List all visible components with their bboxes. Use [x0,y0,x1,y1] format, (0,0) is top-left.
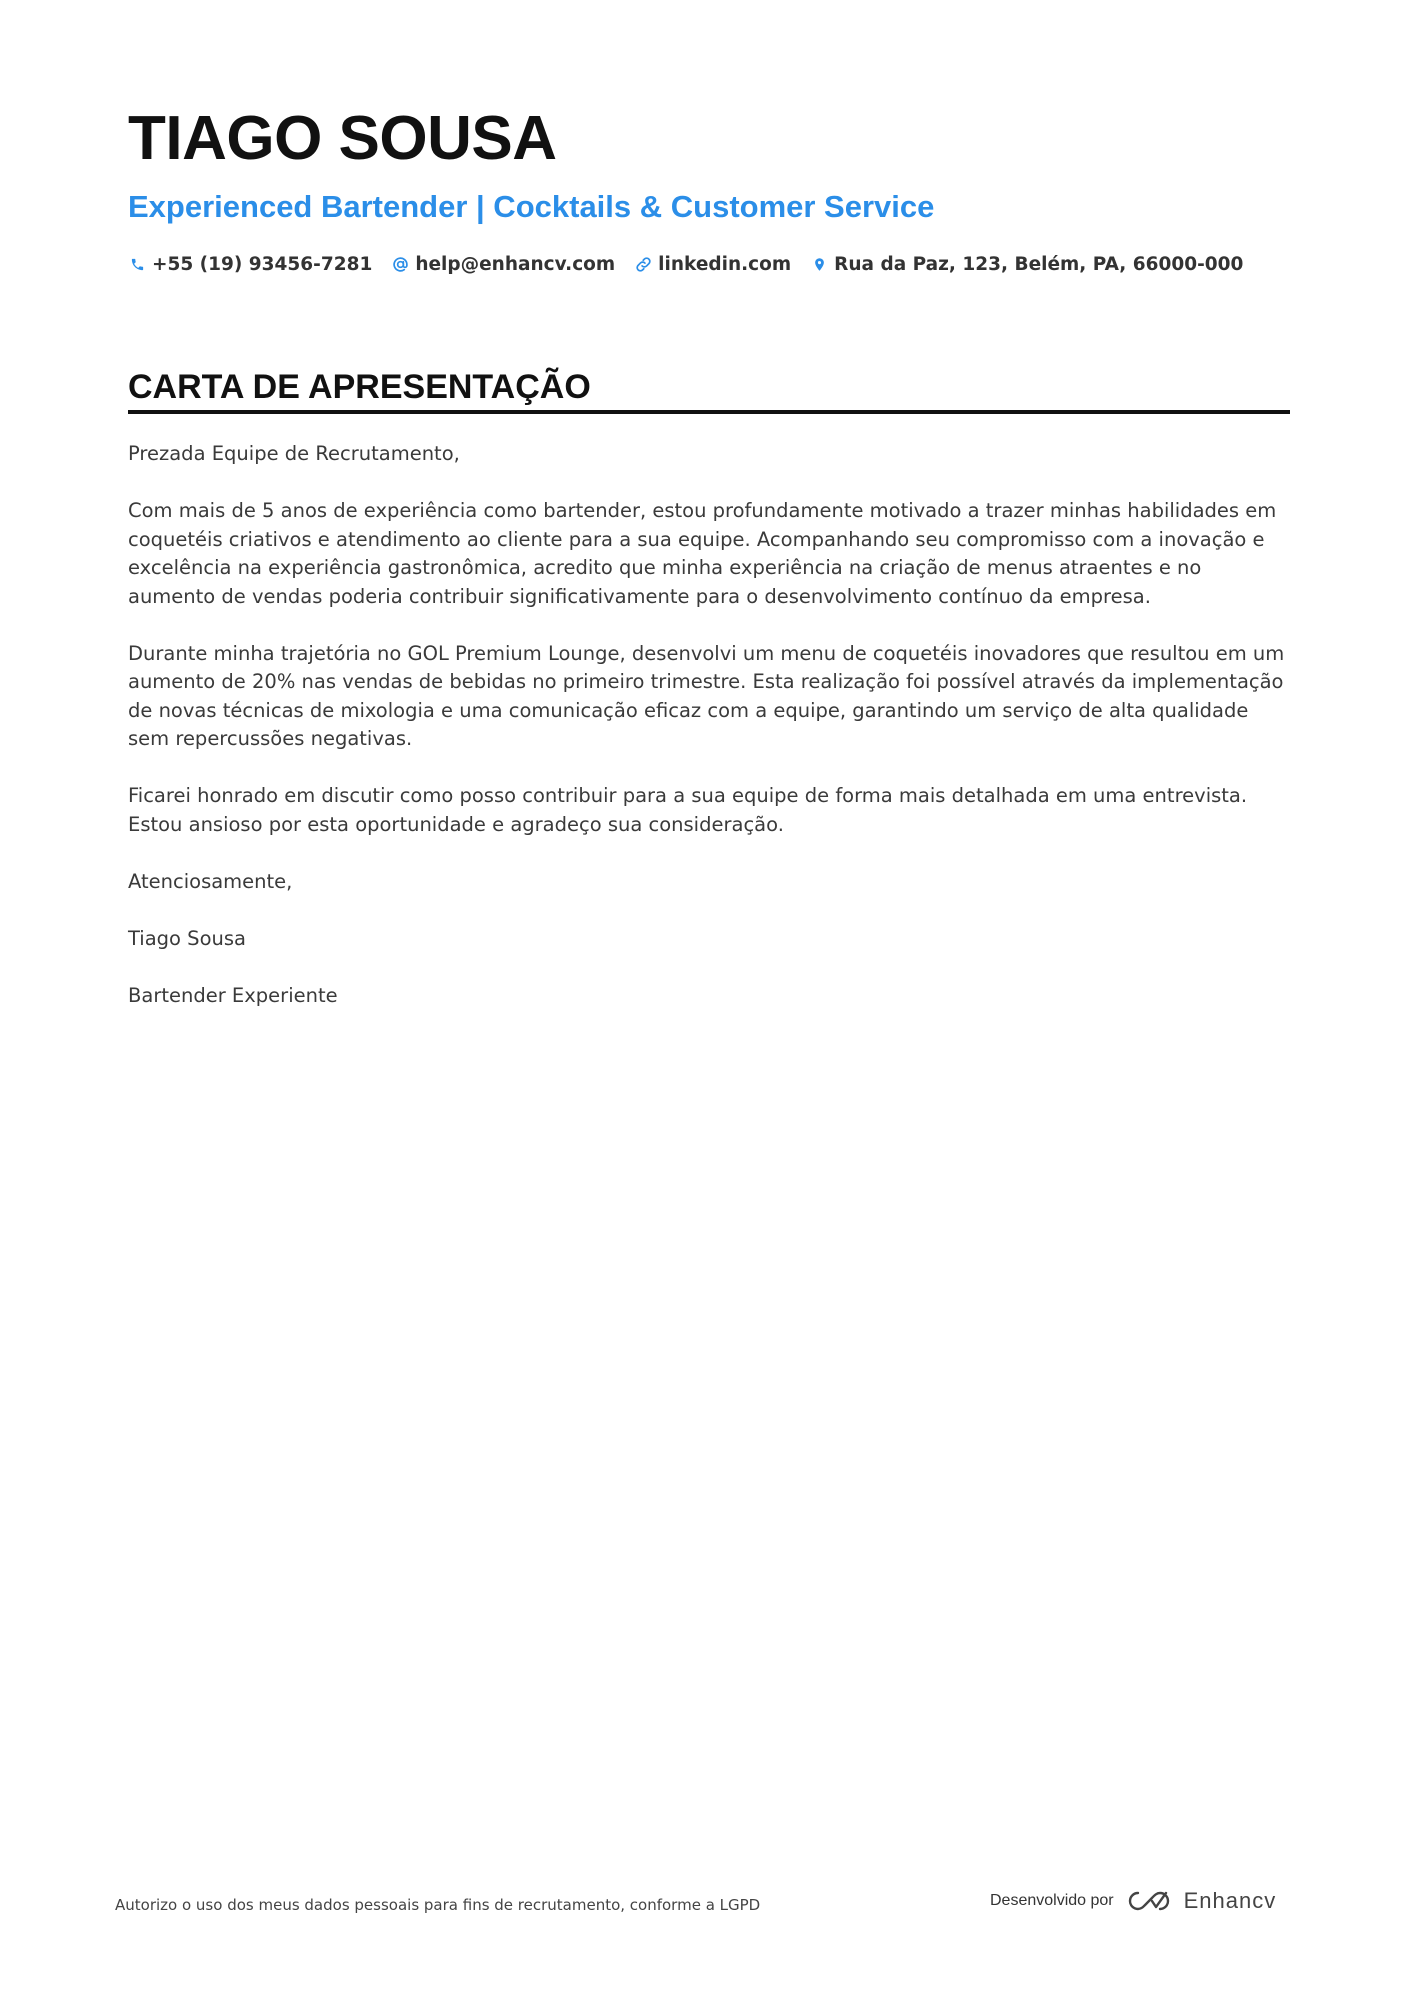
enhancv-brand: Enhancv [1183,1888,1277,1913]
contact-linkedin-text: linkedin.com [658,254,792,275]
enhancv-logo-icon [1126,1889,1172,1913]
section-title: CARTA DE APRESENTAÇÃO [128,368,591,406]
letter-paragraph: Durante minha trajetória no GOL Premium Lounge, desenvolvi um menu de coquetéis inovadores que resultou em um aumento de 20% nas vendas de bebidas no primeiro trimestre. Esta realização foi possível através da implementação de novas técnicas de mixologia e uma comunicação eficaz com a equipe, garantindo um serviço de alta qualidade sem repercussões negativas. [128,641,1285,750]
consent-note: Autorizo o uso dos meus dados pessoais para fins de recrutamento, conforme a LGPD [115,1896,761,1914]
letter-paragraph: Com mais de 5 anos de experiência como bartender, estou profundamente motivado a trazer minhas habilidades em coquetéis criativos e atendimento ao cliente para a sua equipe. Acompanhando seu compromisso com a inovação e excelência na experiência gastronômica, acredito que minha experiência na criação de menus atraentes e no aumento de vendas poderia contribuir significativamente para o desenvolvimento contínuo da empresa. [128,499,1277,608]
phone-icon [128,256,146,274]
signature-name: Tiago Sousa [128,926,246,950]
contact-phone [128,254,372,275]
candidate-headline: Experienced Bartender | Cocktails & Customer Service [128,189,935,224]
powered-by-label: Desenvolvido por [990,1892,1114,1909]
link-icon [634,256,652,274]
location-pin-icon [810,256,828,274]
signature-title: Bartender Experiente [128,983,338,1007]
contact-bar [128,254,1262,275]
letter-paragraph: Ficarei honrado em discutir como posso contribuir para a sua equipe de forma mais detalhada em uma entrevista. Estou ansioso por esta oportunidade e agradeço sua consideração. [128,784,1248,836]
section-divider [128,410,1290,414]
letter-body [128,440,1290,1039]
candidate-name: TIAGO SOUSA [128,104,557,173]
contact-email[interactable] [391,254,615,275]
contact-email-text: help@enhancv.com [415,254,616,275]
contact-phone-text: +55 (19) 93456-7281 [152,254,373,275]
contact-address [810,254,1243,275]
letter-closing: Atenciosamente, [128,869,293,893]
at-icon [391,256,409,274]
letter-greeting: Prezada Equipe de Recrutamento, [128,442,460,465]
contact-linkedin[interactable] [634,254,791,275]
powered-by[interactable] [990,1888,1276,1914]
contact-address-text: Rua da Paz, 123, Belém, PA, 66000-000 [834,254,1244,275]
